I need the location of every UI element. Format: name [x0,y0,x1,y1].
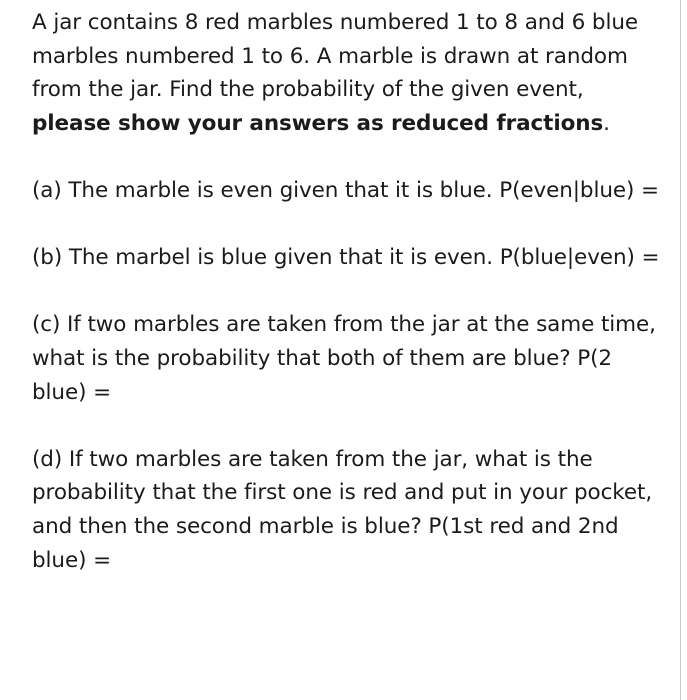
spacer [32,409,662,443]
intro-bold-instruction: please show your answers as reduced fractions [32,110,604,136]
question-b-text: The marbel is blue given that it is even. P(blue|even) = [68,245,660,271]
question-d [32,443,662,577]
question-d-label: (d) [32,446,63,472]
spacer [32,208,662,242]
question-text [32,6,662,577]
question-b-label: (b) [32,245,63,271]
question-a-label: (a) [32,177,62,203]
question-c [32,308,662,409]
page-edge-divider [680,0,681,700]
question-d-text: If two marbles are taken from the jar, what is the probability that the first one is red and put in your pocket, and then the second marble is blue? P(1st red and 2nd blue) = [32,446,653,573]
question-a-text: The marble is even given that it is blue. P(even|blue) = [68,177,659,203]
question-b [32,241,662,275]
intro-paragraph [32,6,662,140]
intro-text: A jar contains 8 red marbles numbered 1 to 8 and 6 blue marbles numbered 1 to 6. A marble is drawn at random from the jar. Find the probability of the given event, [32,10,639,103]
question-c-label: (c) [32,312,61,338]
question-c-text: If two marbles are taken from the jar at the same time, what is the probability that both of them are blue? P(2 blue) = [32,312,656,405]
intro-end: . [603,110,610,136]
question-a [32,174,662,208]
spacer [32,275,662,309]
spacer [32,140,662,174]
